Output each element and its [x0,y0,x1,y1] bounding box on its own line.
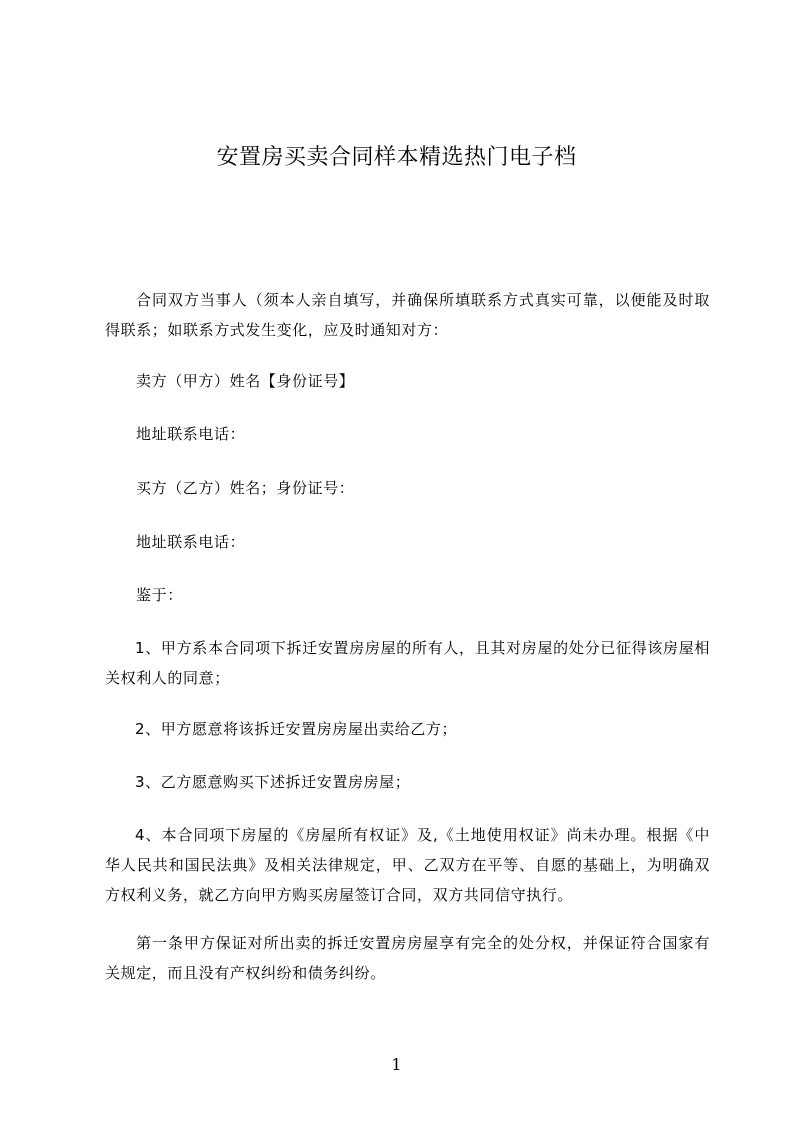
whereas-heading: 鉴于： [136,586,183,604]
page-number: 1 [391,1055,402,1074]
buyer-name-line: 买方（乙方）姓名；身份证号： [136,479,355,497]
recital-2-paragraph: 2、甲方愿意将该拆迁安置房房屋出卖给乙方； [135,720,458,738]
parties-intro-paragraph: 合同双方当事人（须本人亲自填写，并确保所填联系方式真实可靠，以便能及时取得联系；如联系方式发生变化，应及时通知对方： [105,291,710,339]
seller-name-line: 卖方（甲方）姓名【身份证号】 [136,372,355,390]
document-title: 安置房买卖合同样本精选热门电子档 [216,145,577,170]
article-1-paragraph: 第一条甲方保证对所出卖的拆迁安置房房屋享有完全的处分权，并保证符合国家有关规定，而且没有产权纠纷和债务纠纷。 [105,934,710,982]
recital-4-paragraph: 4、本合同项下房屋的《房屋所有权证》及,《土地使用权证》尚未办理。根据《中华人民共和国民法典》及相关法律规定，甲、乙双方在平等、自愿的基础上，为明确双方权利义务，就乙方向甲方购买房屋签订合同，双方共同信守执行。 [105,826,710,904]
seller-address-line: 地址联系电话： [136,425,246,443]
recital-1-paragraph: 1、甲方系本合同项下拆迁安置房房屋的所有人，且其对房屋的处分已征得该房屋相关权利人的同意； [105,639,710,687]
recital-3-paragraph: 3、乙方愿意购买下述拆迁安置房房屋； [135,773,411,791]
buyer-address-line: 地址联系电话： [136,533,246,551]
